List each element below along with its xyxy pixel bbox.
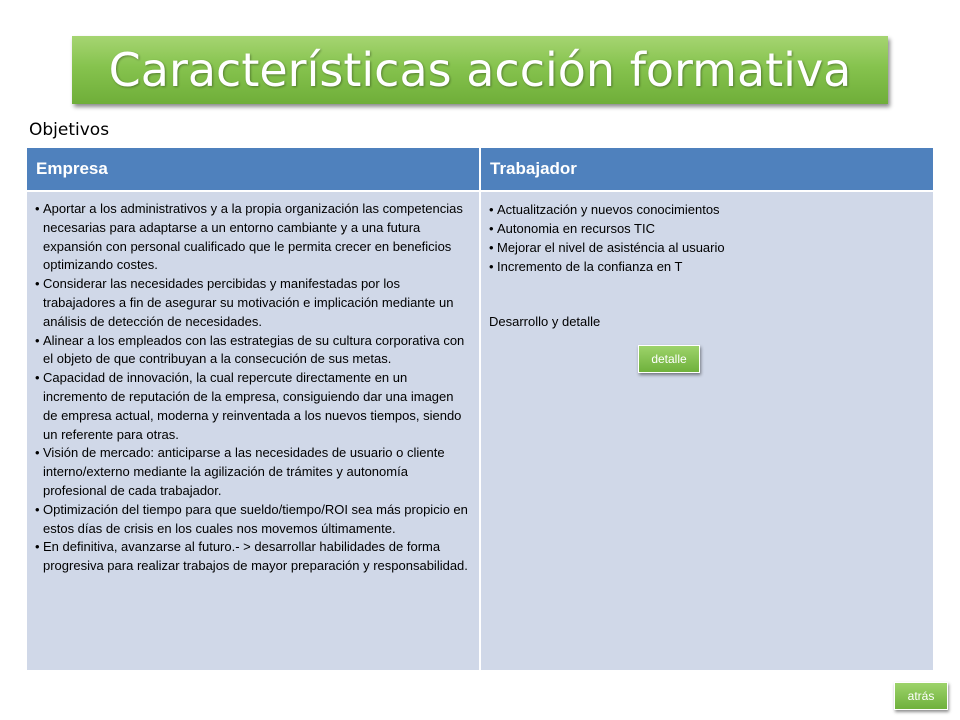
list-item: • Autonomia en recursos TIC — [489, 219, 925, 238]
desarrollo-label: Desarrollo y detalle — [489, 314, 601, 329]
list-item: • Considerar las necesidades percibidas y manifestadas por los trabajadores a fin de asegurar su motivación e implicación mediante un análisis de detección de necesidades. — [35, 275, 471, 331]
objectives-table — [27, 148, 933, 670]
list-item: • Alinear a los empleados con las estrategias de su cultura corporativa con el objeto de que contribuyan a la consecución de sus metas. — [35, 332, 471, 370]
list-item: • Mejorar el nivel de asisténcia al usuario — [489, 238, 925, 257]
list-item: • Actualitzación y nuevos conocimientos — [489, 200, 925, 219]
slide-title-banner — [72, 36, 888, 104]
trabajador-list — [489, 200, 925, 276]
list-item: • Optimización del tiempo para que sueldo/tiempo/ROI sea más propicio en estos días de crisis en los cuales nos movemos últimamente. — [35, 501, 471, 539]
detalle-button[interactable]: detalle — [638, 345, 700, 373]
empresa-list — [35, 200, 471, 576]
cell-trabajador — [481, 190, 933, 670]
list-item: • En definitiva, avanzarse al futuro.- > desarrollar habilidades de forma progresiva para realizar trabajos de mayor preparación y responsabilidad. — [35, 538, 471, 576]
slide-title: Características acción formativa — [108, 43, 852, 97]
list-item: • Capacidad de innovación, la cual repercute directamente en un incremento de reputación de la empresa, consiguiendo dar una imagen de empresa actual, moderna y reinventada a los nuevos tiempos, siendo un referente para otras. — [35, 369, 471, 444]
header-empresa: Empresa — [27, 148, 479, 190]
atras-button[interactable]: atrás — [894, 682, 948, 710]
section-label-objetivos: Objetivos — [29, 120, 110, 140]
cell-empresa — [27, 190, 479, 670]
list-item: • Aportar a los administrativos y a la propia organización las competencias necesarias para adaptarse a un entorno cambiante y a una futura expansión con personal cualificado que le permita crecer en beneficios optimizando costes. — [35, 200, 471, 275]
list-item: • Visión de mercado: anticiparse a las necesidades de usuario o cliente interno/externo mediante la agilización de trámites y autonomía profesional de cada trabajador. — [35, 444, 471, 500]
header-trabajador: Trabajador — [481, 148, 933, 190]
list-item: • Incremento de la confianza en T — [489, 257, 925, 276]
